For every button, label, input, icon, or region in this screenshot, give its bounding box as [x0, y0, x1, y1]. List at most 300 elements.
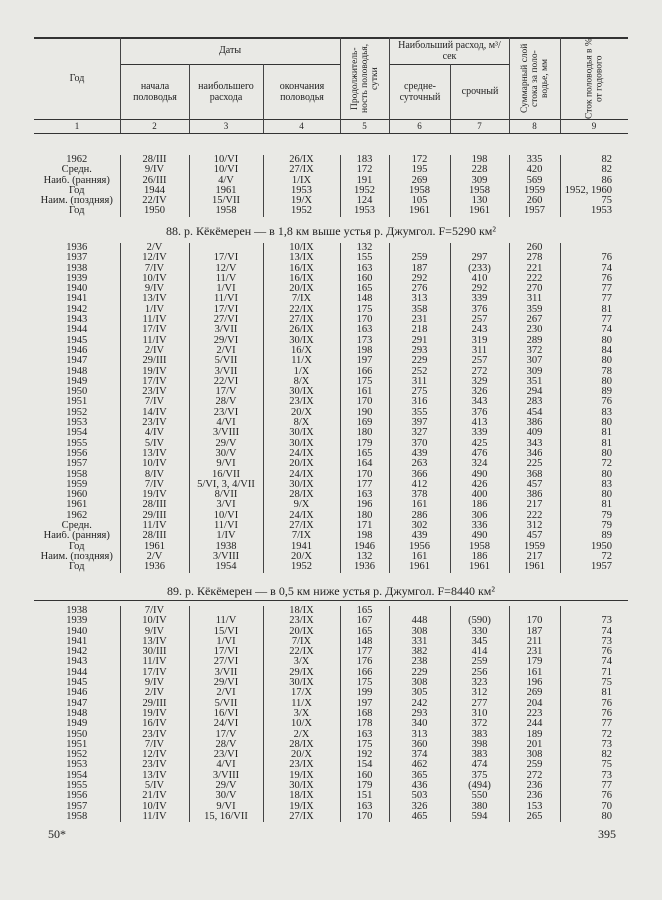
table-cell: 27/IX — [263, 165, 340, 175]
table-cell: 76 — [560, 397, 628, 407]
table-cell: 23/IV — [120, 387, 189, 397]
table-cell: 1951 — [66, 397, 88, 408]
table-cell: 30/III — [120, 647, 189, 657]
table-cell: 30/IX — [263, 678, 340, 688]
table-cell: 1959 — [66, 479, 88, 490]
table-cell: 319 — [450, 336, 509, 346]
column-number: 4 — [299, 121, 304, 131]
table-cell: 1961 — [509, 562, 560, 572]
table-cell: 5/VI, 3, 4/VII — [189, 480, 263, 490]
table-row — [34, 781, 628, 791]
table-cell: 365 — [389, 771, 450, 781]
table-cell: 199 — [340, 688, 389, 698]
table-cell: 175 — [340, 678, 389, 688]
table-cell: 1941 — [263, 542, 340, 552]
column-number: 7 — [477, 121, 482, 131]
table-cell: 10/IX — [263, 243, 340, 253]
table-cell: 229 — [389, 356, 450, 366]
table-cell: 1940 — [66, 626, 88, 637]
table-cell: 72 — [560, 459, 628, 469]
table-cell: 4/V — [189, 176, 263, 186]
table-cell: 289 — [509, 336, 560, 346]
table-cell: 189 — [509, 730, 560, 740]
table-cell: 242 — [389, 699, 450, 709]
table-cell: 310 — [450, 709, 509, 719]
table-cell: 335 — [509, 155, 560, 165]
table-cell: 311 — [450, 346, 509, 356]
table-cell: 260 — [509, 196, 560, 206]
table-cell: 1955 — [66, 781, 88, 792]
table-cell: 5/VII — [189, 356, 263, 366]
table-cell: 345 — [450, 637, 509, 647]
table-cell: 324 — [450, 459, 509, 469]
table-cell: 1936 — [340, 562, 389, 572]
table-cell: 77 — [560, 294, 628, 304]
table-cell: 454 — [509, 408, 560, 418]
table-row — [34, 305, 628, 315]
table-cell: 1961 — [389, 562, 450, 572]
table-cell: 195 — [389, 165, 450, 175]
table-cell: 13/IV — [120, 771, 189, 781]
header-flood-start: начала половодья — [133, 80, 177, 103]
table-cell: 503 — [389, 791, 450, 801]
table-cell: 1952, 1960 — [560, 186, 628, 196]
table-cell: 1956 — [66, 448, 88, 459]
table-cell: 175 — [340, 740, 389, 750]
table-cell: 243 — [450, 325, 509, 335]
table-row — [34, 336, 628, 346]
table-cell: 11/X — [263, 699, 340, 709]
table-cell: 1958 — [389, 186, 450, 196]
table-cell: 11/IV — [120, 521, 189, 531]
table-cell: 161 — [389, 552, 450, 562]
table-cell: 76 — [560, 274, 628, 284]
header-max-discharge-date: наибольшего расхода — [198, 80, 254, 103]
table-cell: 17/VI — [189, 647, 263, 657]
table-cell: 17/IV — [120, 325, 189, 335]
table-cell: (590) — [450, 616, 509, 626]
table-cell: 7/IV — [120, 740, 189, 750]
table-cell: 439 — [389, 531, 450, 541]
table-cell: 2/VI — [189, 688, 263, 698]
table-cell: 17/V — [189, 387, 263, 397]
table-row — [34, 760, 628, 770]
table-cell: 2/V — [120, 552, 189, 562]
table-cell: 278 — [509, 253, 560, 263]
table-cell: 17/X — [263, 688, 340, 698]
table-cell: 259 — [389, 253, 450, 263]
table-cell: 397 — [389, 418, 450, 428]
header-rule — [34, 119, 628, 120]
table-cell: 13/IX — [263, 253, 340, 263]
table-cell: 179 — [509, 657, 560, 667]
table-cell: 13/IV — [120, 449, 189, 459]
table-cell: 1942 — [66, 647, 88, 658]
table-cell: 80 — [560, 377, 628, 387]
table-cell: 24/IX — [263, 511, 340, 521]
table-cell: 23/IV — [120, 418, 189, 428]
table-cell: 154 — [340, 760, 389, 770]
table-row — [34, 490, 628, 500]
table-cell: 1961 — [450, 562, 509, 572]
table-cell: 1955 — [66, 438, 88, 449]
table-row — [34, 791, 628, 801]
table-cell: 27/VI — [189, 315, 263, 325]
table-cell: 1944 — [66, 667, 88, 678]
table-cell: 197 — [340, 356, 389, 366]
table-cell: 372 — [450, 719, 509, 729]
section-89-rule — [34, 600, 628, 601]
table-cell — [389, 243, 450, 253]
table-cell: 78 — [560, 367, 628, 377]
table-cell: 179 — [340, 781, 389, 791]
table-cell: 76 — [560, 791, 628, 801]
table-cell: 23/IX — [263, 397, 340, 407]
table-cell: 19/IV — [120, 367, 189, 377]
table-cell: 375 — [450, 771, 509, 781]
table-cell: 368 — [509, 470, 560, 480]
table-cell: 269 — [509, 688, 560, 698]
table-cell — [450, 606, 509, 616]
table-cell: 474 — [450, 760, 509, 770]
table-cell: 425 — [450, 439, 509, 449]
table-cell: 323 — [450, 678, 509, 688]
table-cell: (494) — [450, 781, 509, 791]
table-row — [34, 730, 628, 740]
table-cell: 1946 — [340, 542, 389, 552]
table-cell: 170 — [509, 616, 560, 626]
table-cell: Год — [69, 185, 85, 196]
table-cell: 27/VI — [189, 657, 263, 667]
table-cell: 23/VI — [189, 750, 263, 760]
table-row — [34, 186, 628, 196]
table-cell: 7/IV — [120, 606, 189, 616]
table-cell: 177 — [340, 480, 389, 490]
table-cell: 374 — [389, 750, 450, 760]
table-cell: 179 — [340, 439, 389, 449]
table-cell: 448 — [389, 616, 450, 626]
table-row — [34, 750, 628, 760]
table-cell: 196 — [509, 678, 560, 688]
table-cell: 17/IV — [120, 668, 189, 678]
table-cell: 3/VII — [189, 325, 263, 335]
table-cell: 28/IX — [263, 740, 340, 750]
table-cell: 16/VI — [189, 709, 263, 719]
table-cell: 1938 — [66, 263, 88, 274]
table-cell: Год — [69, 562, 85, 573]
table-cell: 383 — [450, 750, 509, 760]
table-cell: 1938 — [189, 542, 263, 552]
table-cell: 81 — [560, 305, 628, 315]
table-cell: 1/IX — [263, 176, 340, 186]
table-cell: 76 — [560, 699, 628, 709]
table-cell: 307 — [509, 356, 560, 366]
table-cell: 155 — [340, 253, 389, 263]
column-numbers-rule — [34, 133, 628, 134]
table-cell: 594 — [450, 812, 509, 822]
header-flood-end: окончания половодья — [279, 80, 325, 103]
table-row — [34, 699, 628, 709]
table-cell: 267 — [509, 315, 560, 325]
table-cell: 70 — [560, 802, 628, 812]
table-cell: 82 — [560, 155, 628, 165]
table-cell: 166 — [340, 367, 389, 377]
table-cell: 74 — [560, 657, 628, 667]
table-cell: 2/IV — [120, 688, 189, 698]
table-cell: 276 — [389, 284, 450, 294]
table-cell: 197 — [340, 699, 389, 709]
table-cell: 3/VII — [189, 367, 263, 377]
table-cell: 1953 — [66, 418, 88, 429]
table-row — [34, 678, 628, 688]
table-cell: 169 — [340, 418, 389, 428]
table-cell: 211 — [509, 637, 560, 647]
table-cell: 222 — [509, 511, 560, 521]
table-cell: 420 — [509, 165, 560, 175]
table-cell: 76 — [560, 647, 628, 657]
table-row — [34, 206, 628, 216]
table-cell: 308 — [389, 678, 450, 688]
table-row — [34, 315, 628, 325]
header-flood-share: Сток половодья в % от годового — [584, 38, 605, 119]
table-cell: 168 — [340, 709, 389, 719]
table-cell: 28/IX — [263, 490, 340, 500]
table-cell: 89 — [560, 531, 628, 541]
table-cell: 1954 — [66, 428, 88, 439]
table-row — [34, 668, 628, 678]
table-cell: 277 — [450, 699, 509, 709]
table-cell: 82 — [560, 750, 628, 760]
table-cell: 10/X — [263, 719, 340, 729]
table-cell: 236 — [509, 781, 560, 791]
table-row — [34, 480, 628, 490]
section-89-title: 89. р. Кёкёмерен — в 0,5 км ниже устья р. Джумгол. F=8440 км² — [167, 584, 495, 598]
table-cell: 11/IV — [120, 657, 189, 667]
table-cell: 74 — [560, 264, 628, 274]
table-cell: 30/IX — [263, 439, 340, 449]
table-cell: 229 — [389, 668, 450, 678]
table-row — [34, 802, 628, 812]
table-cell: 569 — [509, 176, 560, 186]
table-cell: 457 — [509, 480, 560, 490]
table-cell — [560, 243, 628, 253]
table-cell: 21/IV — [120, 791, 189, 801]
header-runoff-depth: Суммарный слой стока за поло-водье, мм — [520, 43, 550, 114]
column-number: 5 — [362, 121, 367, 131]
table-cell: 1960 — [66, 490, 88, 501]
table-cell: 172 — [340, 165, 389, 175]
table-row — [34, 719, 628, 729]
table-cell: 28/III — [120, 500, 189, 510]
table-cell: 11/V — [189, 274, 263, 284]
table-cell: 1937 — [66, 253, 88, 264]
table-cell: 105 — [389, 196, 450, 206]
table-cell: 3/VIII — [189, 771, 263, 781]
table-cell: 436 — [389, 781, 450, 791]
table-cell: 20/IX — [263, 627, 340, 637]
table-row — [34, 356, 628, 366]
table-cell: 7/IV — [120, 264, 189, 274]
table-cell: 80 — [560, 336, 628, 346]
table-cell: 11/IV — [120, 812, 189, 822]
table-row — [34, 637, 628, 647]
header-dates: Даты — [218, 45, 242, 56]
table-cell: 27/IX — [263, 812, 340, 822]
table-cell: 11/IV — [120, 315, 189, 325]
table-cell: 79 — [560, 521, 628, 531]
table-cell: 76 — [560, 709, 628, 719]
table-cell: 11/V — [189, 616, 263, 626]
table-cell: 175 — [340, 377, 389, 387]
table-cell: 12/IV — [120, 253, 189, 263]
table-cell: 30/IX — [263, 387, 340, 397]
table-row — [34, 264, 628, 274]
table-cell: 293 — [389, 709, 450, 719]
table-cell: 383 — [450, 730, 509, 740]
table-cell: 9/VI — [189, 802, 263, 812]
table-cell: 204 — [509, 699, 560, 709]
table-cell: 16/VII — [189, 470, 263, 480]
table-cell: 236 — [509, 791, 560, 801]
table-cell: 30/IX — [263, 336, 340, 346]
table-cell: 77 — [560, 284, 628, 294]
table-cell: 309 — [450, 176, 509, 186]
table-row — [34, 771, 628, 781]
table-cell: 20/X — [263, 408, 340, 418]
table-cell: 28/III — [120, 531, 189, 541]
table-cell: 409 — [509, 428, 560, 438]
table-cell: 24/VI — [189, 719, 263, 729]
table-cell: 1952 — [263, 206, 340, 216]
table-cell: 19/IV — [120, 709, 189, 719]
table-cell: 1946 — [66, 345, 88, 356]
table-cell: 80 — [560, 418, 628, 428]
table-cell: 259 — [509, 760, 560, 770]
table-cell: 28/V — [189, 740, 263, 750]
table-cell: 132 — [340, 243, 389, 253]
table-cell: 14/IV — [120, 408, 189, 418]
table-cell: 89 — [560, 387, 628, 397]
table-row — [34, 165, 628, 175]
table-cell: 1941 — [66, 636, 88, 647]
table-cell: 231 — [509, 647, 560, 657]
table-row — [34, 647, 628, 657]
table-cell: 1943 — [66, 657, 88, 668]
table-cell: 1954 — [189, 562, 263, 572]
table-cell: 1939 — [66, 616, 88, 627]
table-cell — [189, 243, 263, 253]
table-cell: 24/IX — [263, 449, 340, 459]
table-cell: 27/IX — [263, 521, 340, 531]
table-cell: 13/IV — [120, 294, 189, 304]
table-row — [34, 709, 628, 719]
table-cell: 490 — [450, 531, 509, 541]
table-cell: 19/IX — [263, 771, 340, 781]
table-cell: 1/IV — [120, 305, 189, 315]
table-cell: 11/VI — [189, 521, 263, 531]
table-cell: 217 — [509, 552, 560, 562]
table-cell: 382 — [389, 647, 450, 657]
table-cell: 29/III — [120, 511, 189, 521]
table-cell: 153 — [509, 802, 560, 812]
table-cell: 3/VIII — [189, 552, 263, 562]
table-cell: 9/X — [263, 500, 340, 510]
table-cell: 30/IX — [263, 428, 340, 438]
column-number: 3 — [223, 121, 229, 131]
table-cell: 1944 — [120, 186, 189, 196]
table-cell: 28/III — [120, 155, 189, 165]
table-cell: 4/VI — [189, 418, 263, 428]
table-cell: 366 — [389, 470, 450, 480]
table-cell: 4/VI — [189, 760, 263, 770]
table-cell: 9/IV — [120, 284, 189, 294]
table-cell: 1/IV — [189, 531, 263, 541]
table-cell: 198 — [340, 531, 389, 541]
table-row — [34, 176, 628, 186]
header-instant: срочный — [461, 86, 499, 97]
table-row — [34, 294, 628, 304]
table-cell: 15/VII — [189, 196, 263, 206]
table-row — [34, 562, 628, 572]
table-cell: 187 — [389, 264, 450, 274]
table-cell: 272 — [509, 771, 560, 781]
table-row — [34, 439, 628, 449]
table-cell: 76 — [560, 253, 628, 263]
table-cell: 346 — [509, 449, 560, 459]
table-cell: 8/X — [263, 418, 340, 428]
table-cell: 550 — [450, 791, 509, 801]
table-cell: 312 — [450, 688, 509, 698]
table-cell: 132 — [340, 552, 389, 562]
table-cell: 327 — [389, 428, 450, 438]
table-cell: 26/III — [120, 176, 189, 186]
table-cell: 1936 — [120, 562, 189, 572]
table-cell: 29/VI — [189, 336, 263, 346]
table-cell: 230 — [509, 325, 560, 335]
table-row — [34, 511, 628, 521]
table-cell: 178 — [340, 719, 389, 729]
table-cell: 1957 — [66, 459, 88, 470]
table-continued-station — [34, 155, 628, 217]
table-cell: 183 — [340, 155, 389, 165]
table-cell: 19/X — [263, 196, 340, 206]
column-number: 2 — [152, 121, 157, 131]
table-cell: 1948 — [66, 708, 88, 719]
table-cell: 372 — [509, 346, 560, 356]
column-number: 6 — [417, 121, 422, 131]
table-cell: 177 — [340, 647, 389, 657]
table-row — [34, 552, 628, 562]
table-cell: 82 — [560, 165, 628, 175]
table-cell: 263 — [389, 459, 450, 469]
table-cell: 1947 — [66, 698, 88, 709]
table-cell: 1947 — [66, 356, 88, 367]
table-cell: 171 — [340, 521, 389, 531]
table-cell: 312 — [509, 521, 560, 531]
table-cell: 286 — [389, 511, 450, 521]
table-cell: 20/X — [263, 750, 340, 760]
table-cell: 80 — [560, 490, 628, 500]
table-cell: 2/VI — [189, 346, 263, 356]
table-cell: 9/IV — [120, 678, 189, 688]
table-cell: 1953 — [340, 206, 389, 216]
table-cell: 1/X — [263, 367, 340, 377]
table-cell: 225 — [509, 459, 560, 469]
table-cell: 7/IX — [263, 531, 340, 541]
table-cell: 26/IX — [263, 155, 340, 165]
table-cell: 370 — [389, 439, 450, 449]
table-cell: 165 — [340, 284, 389, 294]
